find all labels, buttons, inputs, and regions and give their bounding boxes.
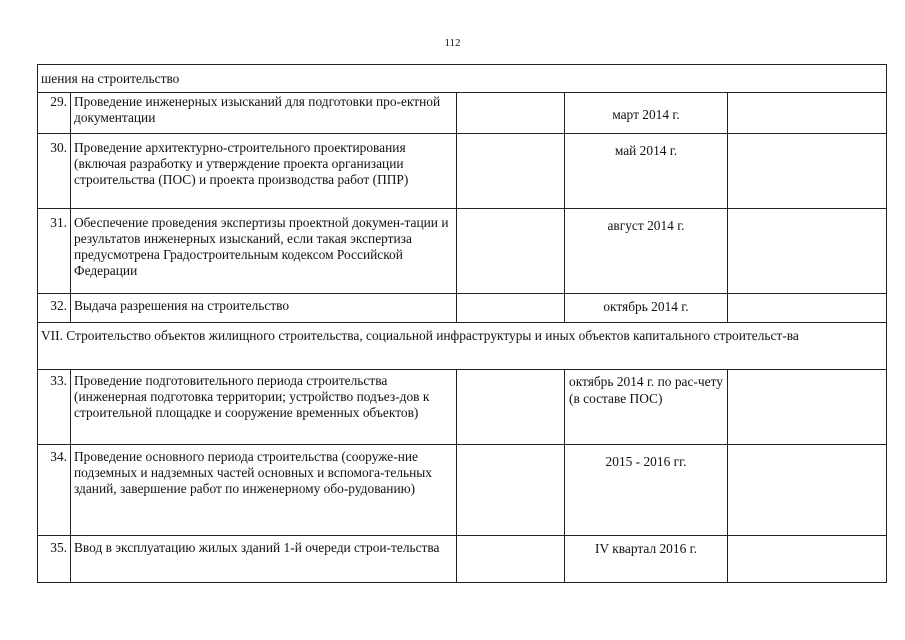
- empty-cell: [457, 93, 565, 134]
- row-description: Ввод в эксплуатацию жилых зданий 1-й очереди строи-тельства: [71, 536, 457, 583]
- empty-cell: [728, 209, 887, 294]
- row-date: март 2014 г.: [565, 93, 728, 134]
- table-row: [38, 536, 887, 583]
- continuation-text: шения на строительство: [38, 65, 887, 93]
- row-description: Проведение подготовительного периода строительства (инженерная подготовка территории; устройство подъез-дов к строительной площадке и сооружение временных объектов): [71, 370, 457, 445]
- row-number: 30.: [38, 134, 71, 209]
- row-date: октябрь 2014 г. по рас-чету (в составе ПОС): [565, 370, 728, 445]
- row-description: Выдача разрешения на строительство: [71, 294, 457, 323]
- row-description: Проведение основного периода строительства (сооруже-ние подземных и надземных частей основных и вспомога-тельных зданий, завершение работ по инженерному обо-рудованию): [71, 445, 457, 536]
- section-number: VII.: [41, 328, 63, 343]
- row-number: 29.: [38, 93, 71, 134]
- table-row: [38, 209, 887, 294]
- section-title: Строительство объектов жилищного строительства, социальной инфраструктуры и иных объектов капитального строительст-ва: [66, 328, 799, 343]
- row-date: 2015 - 2016 гг.: [565, 445, 728, 536]
- empty-cell: [728, 370, 887, 445]
- table-row: [38, 93, 887, 134]
- empty-cell: [728, 294, 887, 323]
- row-description: Проведение инженерных изысканий для подготовки про-ектной документации: [71, 93, 457, 134]
- empty-cell: [457, 370, 565, 445]
- row-number: 32.: [38, 294, 71, 323]
- empty-cell: [457, 445, 565, 536]
- schedule-table: [37, 64, 887, 583]
- row-date: IV квартал 2016 г.: [565, 536, 728, 583]
- empty-cell: [728, 93, 887, 134]
- row-description: Обеспечение проведения экспертизы проектной докумен-тации и результатов инженерных изысканий, если такая экспертиза предусмотрена Градостроительным кодексом Российской Федерации: [71, 209, 457, 294]
- section-heading: [38, 323, 887, 370]
- empty-cell: [728, 536, 887, 583]
- row-number: 35.: [38, 536, 71, 583]
- row-date: май 2014 г.: [565, 134, 728, 209]
- table-row: [38, 134, 887, 209]
- row-date: октябрь 2014 г.: [565, 294, 728, 323]
- row-number: 31.: [38, 209, 71, 294]
- empty-cell: [457, 294, 565, 323]
- row-description: Проведение архитектурно-строительного проектирования (включая разработку и утверждение проекта организации строительства (ПОС) и проекта производства работ (ППР): [71, 134, 457, 209]
- section-row: [38, 323, 887, 370]
- row-number: 33.: [38, 370, 71, 445]
- row-number: 34.: [38, 445, 71, 536]
- empty-cell: [457, 536, 565, 583]
- continuation-row: [38, 65, 887, 93]
- table-row: [38, 445, 887, 536]
- page-number: 112: [444, 37, 461, 49]
- empty-cell: [728, 445, 887, 536]
- table-row: [38, 370, 887, 445]
- empty-cell: [728, 134, 887, 209]
- empty-cell: [457, 134, 565, 209]
- row-date: август 2014 г.: [565, 209, 728, 294]
- table-row: [38, 294, 887, 323]
- empty-cell: [457, 209, 565, 294]
